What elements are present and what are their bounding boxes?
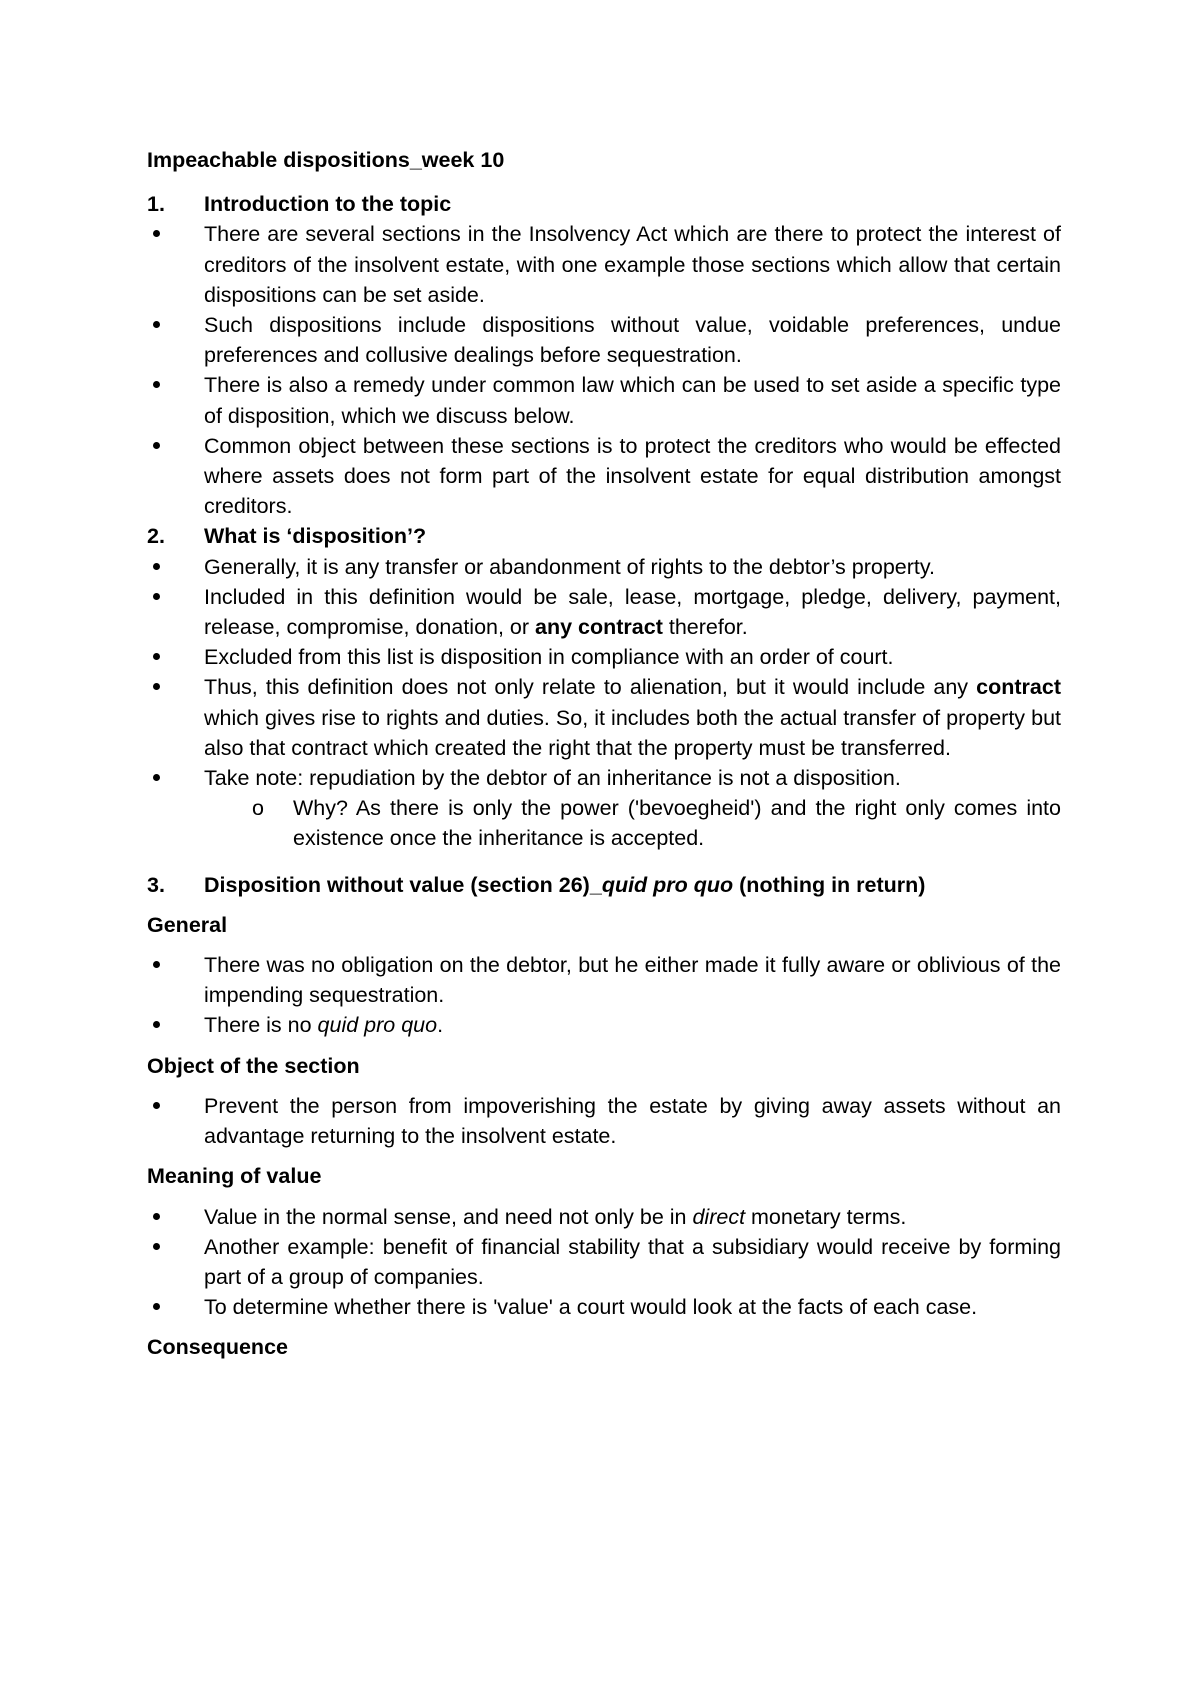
section-number: 3.	[147, 872, 165, 897]
subheading-consequence: Consequence	[147, 1335, 288, 1360]
section-title: What is ‘disposition’?	[204, 524, 427, 549]
document-body	[147, 145, 1061, 1363]
list-item: There is also a remedy under common law which can be used to set aside a specific type of disposition, which we discuss below.	[147, 370, 1061, 430]
text-run: Why? As there is only the power ('bevoegheid') and the right only comes into existence once the inheritance is accepted.	[293, 796, 1061, 851]
value-list	[147, 1202, 1061, 1323]
italic-text: quid pro quo	[601, 872, 734, 897]
text-run: Value in the normal sense, and need not only be in	[204, 1204, 693, 1229]
section-3-heading	[147, 870, 1061, 900]
list-item	[147, 672, 1061, 763]
spacer	[147, 1151, 1061, 1161]
list-item	[147, 1202, 1061, 1232]
bold-text: contract	[976, 675, 1061, 700]
list-item: Take note: repudiation by the debtor of an inheritance is not a disposition.	[147, 763, 1061, 793]
text-run: .	[437, 1013, 444, 1038]
subheading-object: Object of the section	[147, 1053, 360, 1078]
section-2-list	[147, 552, 1061, 854]
text-run: (nothing in return)	[733, 872, 926, 897]
list-item: Excluded from this list is disposition in compliance with an order of court.	[147, 642, 1061, 672]
list-item: Common object between these sections is to protect the creditors who would be effected where assets does not form part of the insolvent estate for equal distribution amongst creditors.	[147, 431, 1061, 522]
section-number: 2.	[147, 524, 165, 549]
list-item: To determine whether there is 'value' a court would look at the facts of each case.	[147, 1292, 1061, 1322]
italic-text: direct	[692, 1204, 746, 1229]
list-item: Another example: benefit of financial stability that a subsidiary would receive by forming part of a group of companies.	[147, 1232, 1061, 1292]
list-item	[147, 582, 1061, 642]
text-run: monetary terms.	[745, 1204, 907, 1229]
spacer	[147, 854, 1061, 870]
subheading-meaning-of-value: Meaning of value	[147, 1164, 322, 1189]
document-title: Impeachable dispositions_week 10	[147, 148, 505, 172]
italic-text: quid pro quo	[317, 1013, 438, 1038]
spacer	[147, 1322, 1061, 1332]
text-run: Included in this definition would be sale, lease, mortgage, pledge, delivery, payment, release, compromise, donation, or	[204, 584, 1061, 640]
object-list	[147, 1091, 1061, 1151]
spacer	[147, 1192, 1061, 1202]
list-item: Generally, it is any transfer or abandonment of rights to the debtor’s property.	[147, 552, 1061, 582]
section-title	[204, 870, 925, 900]
sub-bullet-marker: o	[252, 796, 264, 821]
spacer	[147, 940, 1061, 950]
list-item	[147, 1010, 1061, 1040]
text-run: therefor.	[662, 615, 748, 640]
spacer	[147, 1041, 1061, 1051]
section-title: Introduction to the topic	[204, 192, 452, 217]
list-item: Prevent the person from impoverishing the estate by giving away assets without an advantage returning to the insolvent estate.	[147, 1091, 1061, 1151]
text-run: which gives rise to rights and duties. So, it includes both the actual transfer of property but also that contract which created the right that the property must be transferred.	[204, 705, 1061, 760]
subheading-general: General	[147, 912, 228, 937]
text-run: Disposition without value (section 26)_	[204, 872, 602, 897]
sub-list-item	[147, 793, 1061, 853]
section-2-heading	[147, 521, 1061, 551]
general-list	[147, 950, 1061, 1041]
text-run: There is no	[204, 1013, 318, 1038]
section-number: 1.	[147, 192, 165, 217]
list-item: There was no obligation on the debtor, but he either made it fully aware or oblivious of the impending sequestration.	[147, 950, 1061, 1010]
spacer	[147, 900, 1061, 910]
text-run: Thus, this definition does not only relate to alienation, but it would include any	[204, 675, 977, 700]
list-item: Such dispositions include dispositions without value, voidable preferences, undue preferences and collusive dealings before sequestration.	[147, 310, 1061, 370]
spacer	[147, 1081, 1061, 1091]
section-1-list	[147, 219, 1061, 521]
bold-text: any contract	[535, 615, 663, 640]
section-1-heading	[147, 189, 1061, 219]
list-item: There are several sections in the Insolvency Act which are there to protect the interest of creditors of the insolvent estate, with one example those sections which allow that certain dispositions can be set aside.	[147, 219, 1061, 310]
